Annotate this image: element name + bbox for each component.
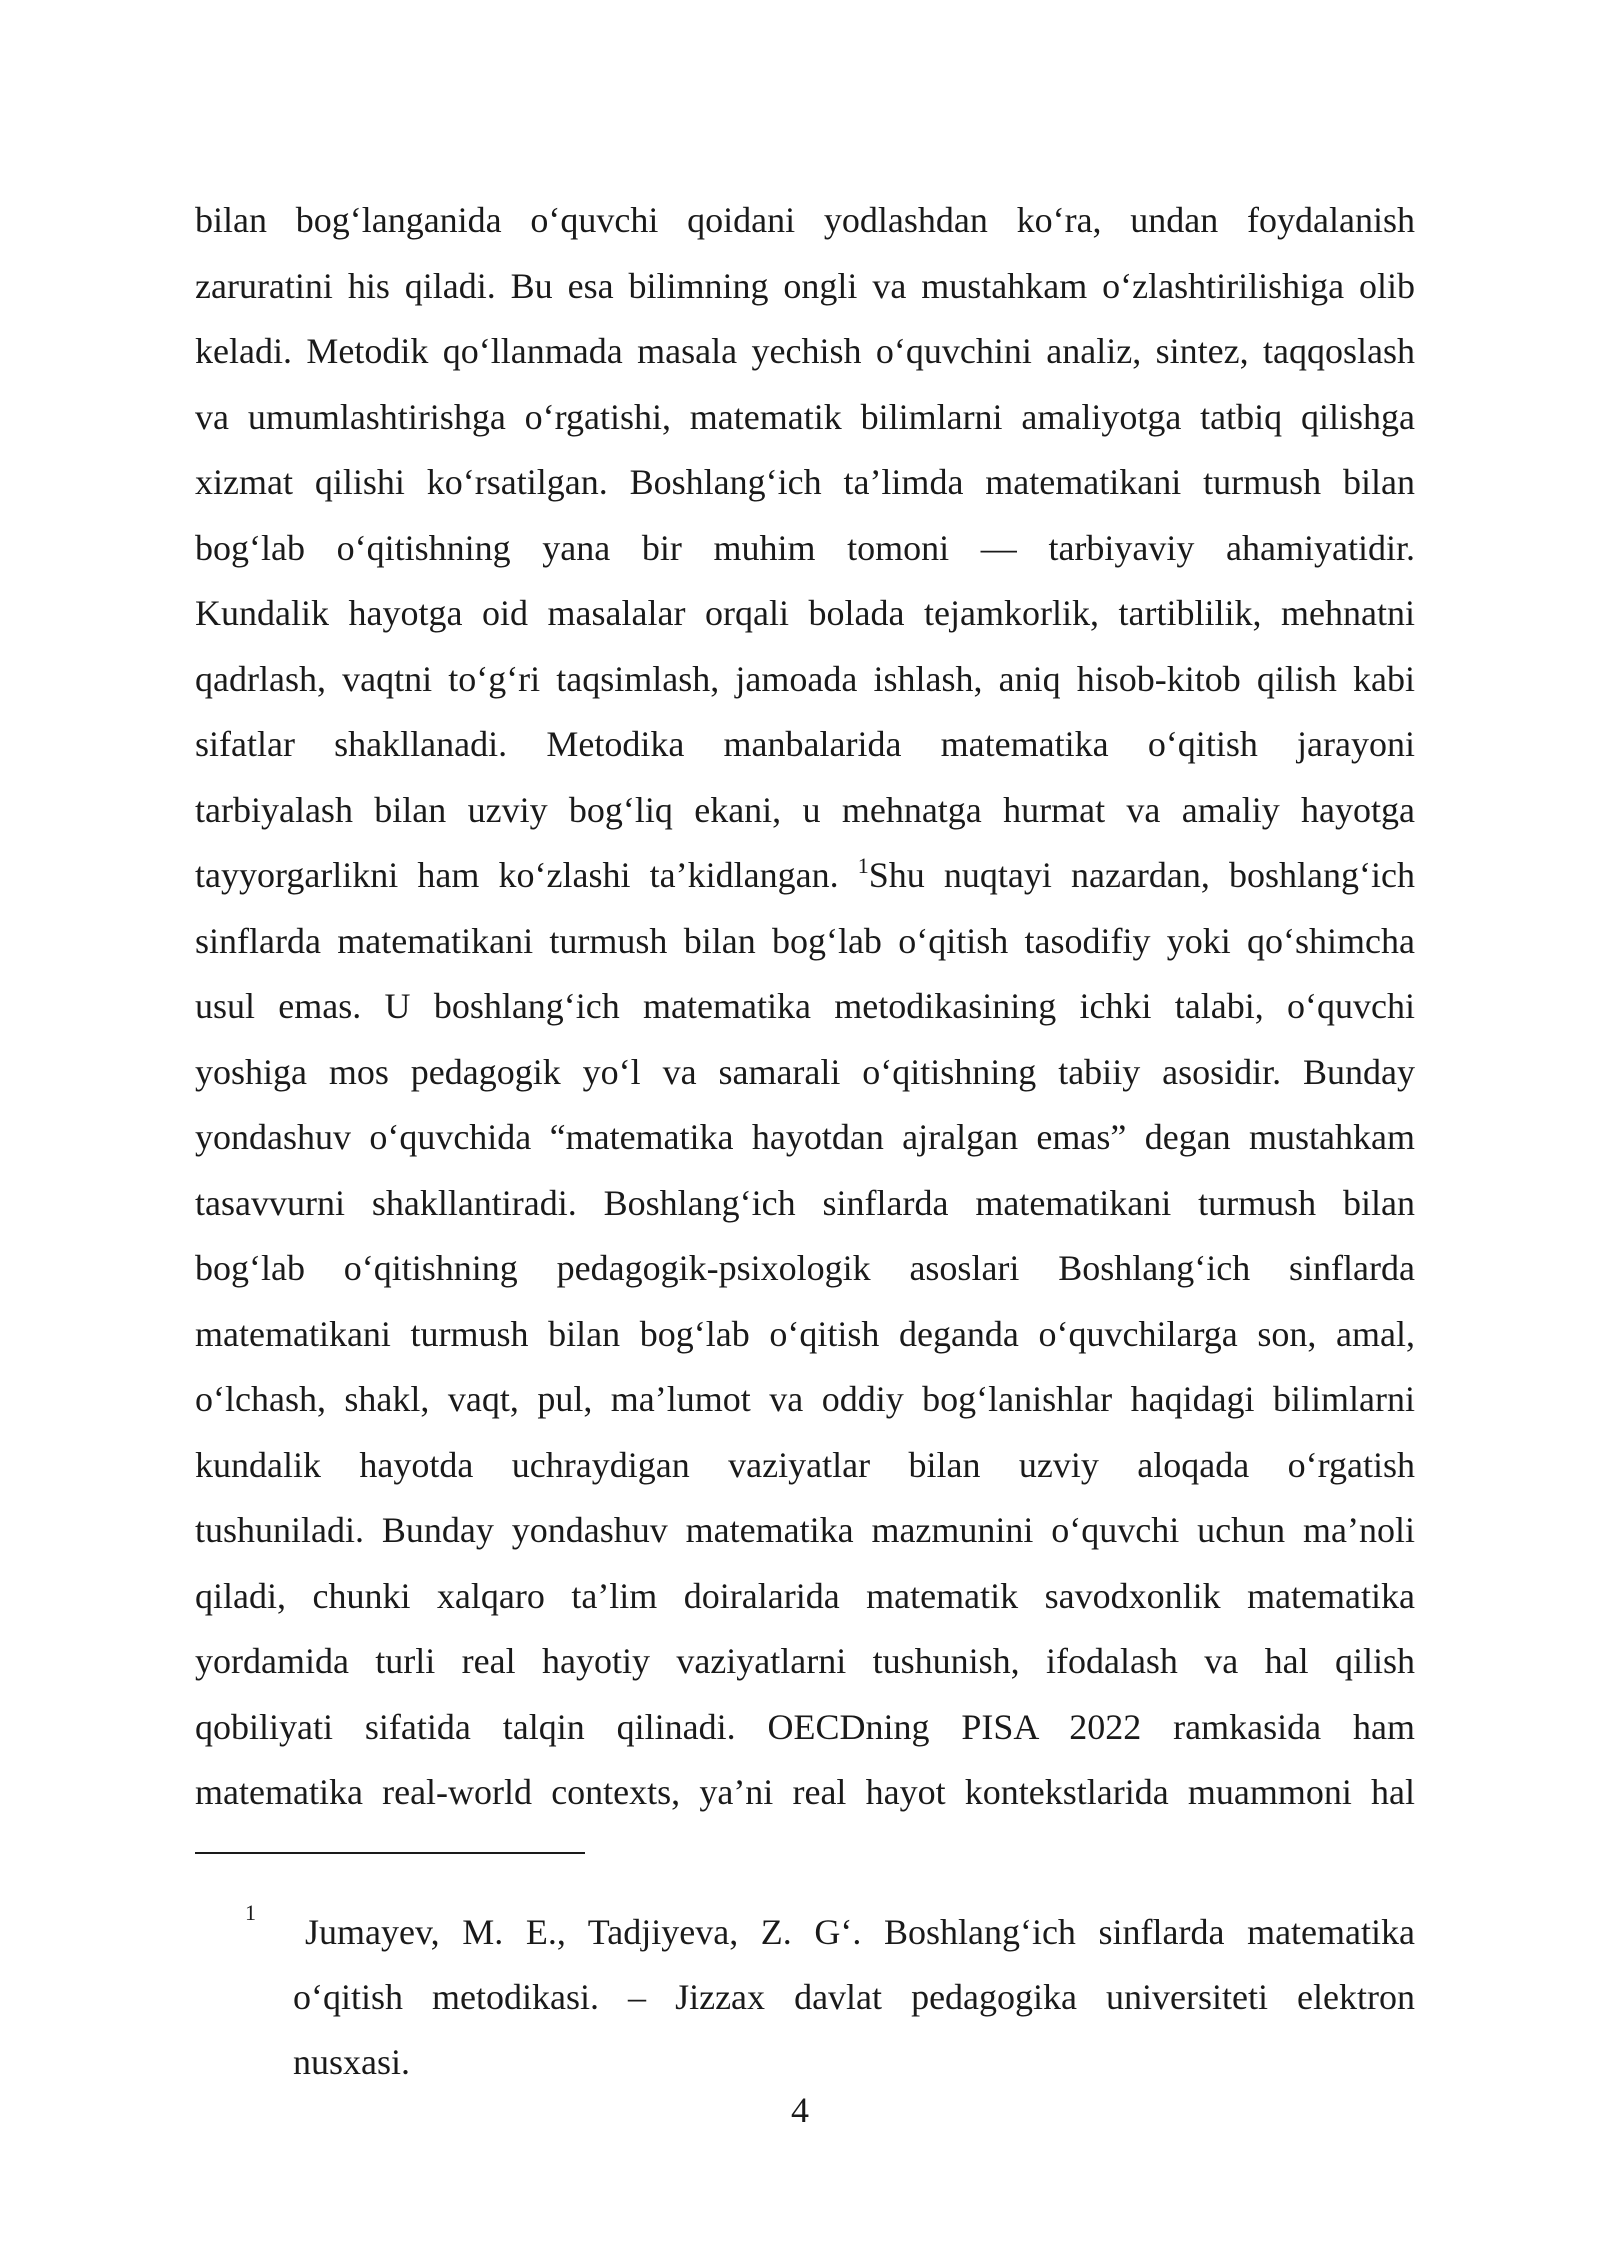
text-line-22: qiladi, chunki xalqaro ta’lim doiralarida matematik savodxonlik matematika: [195, 1575, 1415, 1616]
text-line-25: matematika real-world contexts, ya’ni real hayot kontekstlarida muammoni hal: [195, 1772, 1415, 1812]
footnote-line-2: o‘qitish metodikasi. – Jizzax davlat pedagogika universiteti elektron: [293, 1977, 1415, 2017]
text-line-2: zaruratini his qiladi. Bu esa bilimning ongli va mustahkam o‘zlashtirilishiga olib: [195, 265, 1415, 306]
text-line-4: va umumlashtirishga o‘rgatishi, matematik bilimlarni amaliyotga tatbiq qilishga: [195, 396, 1415, 437]
footnote-reference[interactable]: 1: [857, 853, 869, 878]
text-line-11-with-footnote-ref: [195, 843, 1415, 909]
text-line-14: yoshiga mos pedagogik yo‘l va samarali o‘qitishning tabiiy asosidir. Bunday: [195, 1051, 1415, 1092]
text-line-12: sinflarda matematikani turmush bilan bog‘lab o‘qitish tasodifiy yoki qo‘shimcha: [195, 920, 1415, 961]
text-line-18: matematikani turmush bilan bog‘lab o‘qitish deganda o‘quvchilarga son, amal,: [195, 1313, 1415, 1354]
footnote: [245, 1900, 1415, 2095]
text-line-11-before-ref: tayyorgarlikni ham ko‘zlashi ta’kidlangan.: [195, 855, 839, 895]
footnote-separator: [195, 1852, 585, 1854]
text-line-5: xizmat qilishi ko‘rsatilgan. Boshlang‘ich ta’limda matematikani turmush bilan: [195, 462, 1415, 502]
text-line-11-after-ref: Shu nuqtayi nazardan, boshlang‘ich: [868, 855, 1415, 895]
page-number: 4: [791, 2090, 809, 2130]
footnote-line-3: nusxasi.: [293, 2042, 410, 2082]
text-line-15: yondashuv o‘quvchida “matematika hayotdan ajralgan emas” degan mustahkam: [195, 1117, 1415, 1157]
text-line-9: sifatlar shakllanadi. Metodika manbalarida matematika o‘qitish jarayoni: [195, 724, 1415, 764]
text-line-8: qadrlash, vaqtni to‘g‘ri taqsimlash, jamoada ishlash, aniq hisob-kitob qilish kabi: [195, 658, 1415, 699]
text-line-19: o‘lchash, shakl, vaqt, pul, ma’lumot va oddiy bog‘lanishlar haqidagi bilimlarni: [195, 1379, 1415, 1419]
text-line-3: keladi. Metodik qo‘llanmada masala yechish o‘quvchini analiz, sintez, taqqoslash: [195, 331, 1415, 371]
text-line-1: bilan bog‘langanida o‘quvchi qoidani yodlashdan ko‘ra, undan foydalanish: [195, 200, 1415, 240]
text-line-10: tarbiyalash bilan uzviy bog‘liq ekani, u mehnatga hurmat va amaliy hayotga: [195, 789, 1415, 830]
main-paragraph: [195, 188, 1415, 1826]
text-line-24: qobiliyati sifatida talqin qilinadi. OECDning PISA 2022 ramkasida ham: [195, 1706, 1415, 1747]
text-line-23: yordamida turli real hayotiy vaziyatlarni tushunish, ifodalash va hal qilish: [195, 1641, 1415, 1681]
text-line-7: Kundalik hayotga oid masalalar orqali bolada tejamkorlik, tartiblilik, mehnatni: [195, 593, 1415, 633]
text-line-17: bog‘lab o‘qitishning pedagogik-psixologik asoslari Boshlang‘ich sinflarda: [195, 1248, 1415, 1288]
text-line-21: tushuniladi. Bunday yondashuv matematika mazmunini o‘quvchi uchun ma’noli: [195, 1510, 1415, 1550]
text-line-16: tasavvurni shakllantiradi. Boshlang‘ich sinflarda matematikani turmush bilan: [195, 1182, 1415, 1223]
footnote-line-1: Jumayev, M. E., Tadjiyeva, Z. G‘. Boshlang‘ich sinflarda matematika: [305, 1912, 1415, 1952]
text-line-13: usul emas. U boshlang‘ich matematika metodikasining ichki talabi, o‘quvchi: [195, 986, 1415, 1026]
footnote-mark: 1: [245, 1900, 256, 1925]
text-line-20: kundalik hayotda uchraydigan vaziyatlar bilan uzviy aloqada o‘rgatish: [195, 1444, 1415, 1485]
text-line-6: bog‘lab o‘qitishning yana bir muhim tomoni — tarbiyaviy ahamiyatidir.: [195, 527, 1415, 568]
